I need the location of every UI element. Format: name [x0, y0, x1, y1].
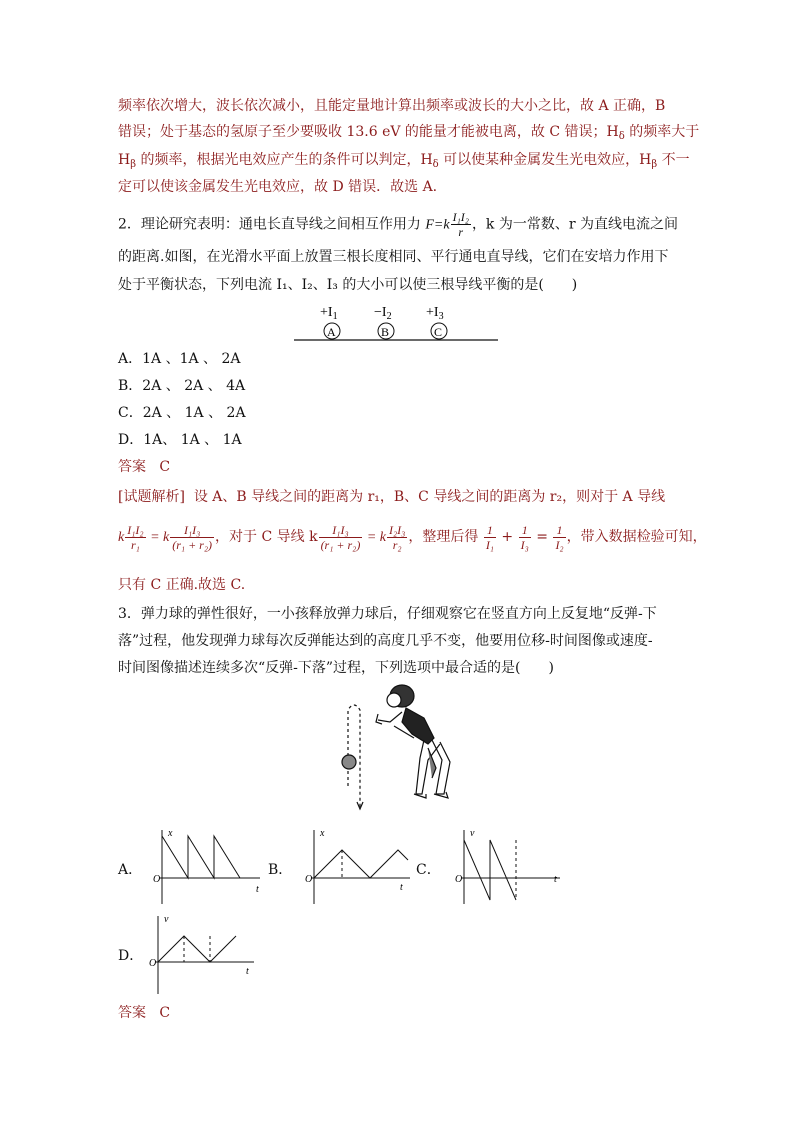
wires-figure	[290, 300, 505, 346]
graph-a	[150, 826, 265, 906]
graph-b	[300, 826, 415, 906]
q3-answer	[118, 1003, 170, 1023]
graph-a-curve	[162, 836, 240, 878]
text-segment: 错误；处于基态的氢原子至少要吸收 13.6 eV 的能量才能被电离，故 C 错误；H	[118, 124, 619, 140]
eq-fraction: $\frac{1}{\text{I₂}}$	[555, 522, 564, 552]
eq-k: k	[118, 530, 125, 545]
wire-c-letter: C	[434, 325, 443, 339]
text-segment: 的频率大于	[624, 124, 700, 140]
answer-value: C	[159, 459, 171, 475]
q2-line-2: 的距离.如图，在光滑水平面上放置三根长度相同、平行通电直导线，它们在安培力作用下	[118, 249, 669, 265]
formula-fraction	[451, 210, 471, 239]
origin-label: O	[305, 874, 313, 885]
y-axis-label: v	[470, 828, 475, 839]
eq-text: ，带入数据检验可知，	[566, 529, 707, 545]
eq-fraction: $\frac{\text{I₁I₂}}{\text{r₁}}$	[127, 522, 144, 552]
q2-option-c: C．2A 、 1A 、 2A	[118, 405, 246, 421]
q2-option-b: B．2A 、 2A 、 4A	[118, 378, 246, 394]
q3-line-1: 3．弹力球的弹性很好，一小孩释放弹力球后，仔细观察它在竖直方向上反复地“反弹-下	[118, 606, 657, 622]
graph-d-label: D．	[118, 948, 144, 964]
answer-value: C	[159, 1005, 171, 1021]
graph-d	[146, 912, 261, 996]
q2-option-a: A．1A 、1A 、 2A	[118, 351, 241, 367]
subscript: δ	[618, 131, 625, 142]
x-axis-label: t	[554, 874, 557, 885]
y-axis-label: x	[320, 828, 325, 839]
q2-analysis-equations	[118, 520, 707, 555]
wire-a	[320, 305, 340, 339]
answer-label: 答案	[118, 459, 146, 475]
fraction-denominator: r	[458, 225, 464, 239]
origin-label: O	[149, 958, 157, 969]
analysis-tag: [试题解析]	[118, 489, 185, 505]
x-axis-label: t	[400, 882, 403, 893]
child-ball-illustration	[332, 682, 462, 814]
fraction-numerator: I₁I₂	[452, 210, 469, 224]
eq-text: =	[531, 529, 553, 545]
text-segment: ，k 为一常数、r 为直线电流之间	[471, 216, 679, 233]
prev-explanation-line-4: 定可以使该金属发生光电效应，故 D 错误．故选 A.	[118, 179, 438, 195]
x-axis-label: t	[246, 966, 249, 977]
subscript: β	[130, 159, 136, 170]
eq-fraction: $\frac{1}{\text{I₃}}$	[520, 522, 529, 552]
answer-label: 答案	[118, 1005, 146, 1021]
origin-label: O	[455, 874, 463, 885]
wire-a-letter: A	[327, 325, 336, 339]
origin-label: O	[153, 874, 161, 885]
prev-explanation-line-2	[118, 122, 699, 147]
wire-b	[374, 305, 394, 339]
eq-fraction: $\frac{1}{\text{I₁}}$	[485, 522, 494, 552]
q2-option-d: D．1A、 1A 、 1A	[118, 432, 242, 448]
graph-d-curve	[158, 936, 236, 962]
graph-c-label: C．	[416, 862, 441, 878]
formula-lhs: F	[425, 217, 434, 233]
ball-icon	[342, 755, 356, 769]
eq-text: ，对于 C 导线 k	[215, 529, 318, 545]
wire-a-current: $+I_1$	[320, 305, 338, 322]
wire-c-current: $+I_3$	[426, 305, 444, 322]
prev-explanation-line-3	[118, 150, 690, 175]
prev-explanation-line-1: 频率依次增大，波长依次减小，且能定量地计算出频率或波长的大小之比，故 A 正确，B	[118, 98, 666, 114]
y-axis-label: v	[164, 914, 169, 925]
eq-fraction: $\frac{\text{I₂I₃}}{\text{r₂}}$	[389, 522, 406, 552]
wire-c	[426, 305, 447, 339]
eq-text: = k	[363, 530, 387, 545]
wire-b-letter: B	[381, 325, 390, 339]
q2-line-3: 处于平衡状态，下列电流 I₁、I₂、I₃ 的大小可以使三根导线平衡的是( )	[118, 277, 578, 293]
child-figure-icon	[376, 685, 450, 798]
eq-fraction: $\frac{\text{I₁I₃}}{\text{(r₁ + r₂)}}$	[320, 522, 361, 552]
graph-b-curve	[314, 850, 408, 878]
subscript: δ	[432, 159, 439, 170]
text-segment: 2．理论研究表明：通电长直导线之间相互作用力	[118, 216, 426, 233]
q2-analysis-line-1	[118, 487, 665, 507]
text-segment: 可以使某种金属发生光电效应，H	[438, 152, 652, 168]
subscript: β	[651, 159, 658, 170]
q2-answer	[118, 457, 170, 477]
formula-eq: =k	[433, 217, 450, 233]
q3-line-3: 时间图像描述连续多次“反弹-下落”过程，下列选项中最合适的是( )	[118, 660, 554, 676]
q2-conclusion: 只有 C 正确.故选 C.	[118, 577, 246, 593]
y-axis-label: x	[168, 828, 173, 839]
graph-c	[452, 826, 567, 906]
q2-line-1	[118, 210, 678, 239]
wire-b-current: $-I_2$	[374, 305, 392, 322]
text-segment: 设 A、B 导线之间的距离为 r₁，B、C 导线之间的距离为 r₂，则对于 A 导线	[193, 489, 666, 505]
text-segment: 不一	[657, 152, 690, 168]
q3-line-2: 落”过程，他发现弹力球每次反弹能达到的高度几乎不变，他要用位移-时间图像或速度-	[118, 633, 653, 649]
graph-a-label: A．	[118, 862, 143, 878]
eq-text: ，整理后得	[408, 529, 483, 545]
text-segment: 的频率，根据光电效应产生的条件可以判定，H	[136, 152, 433, 168]
x-axis-label: t	[256, 884, 259, 895]
graph-b-label: B．	[268, 862, 293, 878]
eq-text: +	[496, 529, 518, 545]
text-segment: H	[118, 152, 131, 168]
eq-fraction: $\frac{\text{I₁I₃}}{\text{(r₁ + r₂)}}$	[172, 522, 213, 552]
eq-text: = k	[146, 530, 170, 545]
